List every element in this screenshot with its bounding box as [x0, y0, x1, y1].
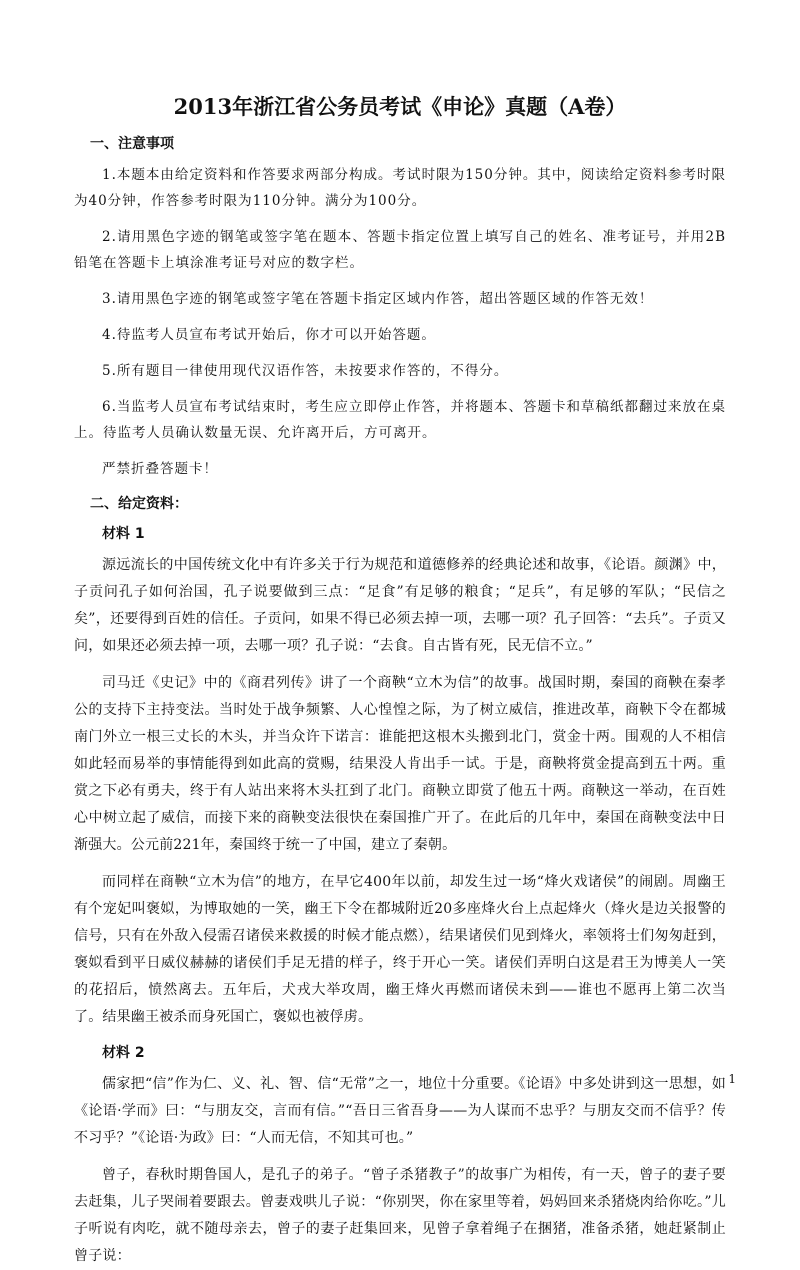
notices-list — [74, 162, 726, 482]
material-1-title: 材料 1 — [102, 526, 145, 542]
notice-item: 3.请用黑色字迹的钢笔或签字笔在答题卡指定区域内作答，超出答题区域的作答无效！ — [102, 291, 654, 307]
material-1-paragraph: 源远流长的中国传统文化中有许多关于行为规范和道德修养的经典论述和故事，《论语。颜渊》中，子贡问孔子如何治国，孔子说要做到三点：“足食”有足够的粮食；“足兵”，有足够的军队；“民信之矣”，还要得到百姓的信任。子贡问，如果不得已必须去掉一项，去哪一项？孔子回答：“去兵”。子贡又问，如果还必须去掉一项，去哪一项？孔子说：“去食。自古皆有死，民无信不立。” — [74, 557, 726, 654]
notice-item: 1.本题本由给定资料和作答要求两部分构成。考试时限为150分钟。其中，阅读给定资料参考时限为40分钟，作答参考时限为110分钟。满分为100分。 — [74, 167, 726, 209]
notice-warning: 严禁折叠答题卡！ — [102, 461, 218, 477]
materials-heading: 二、给定资料： — [90, 496, 188, 512]
material-2-title: 材料 2 — [102, 1045, 145, 1061]
notice-item: 5.所有题目一律使用现代汉语作答，未按要求作答的，不得分。 — [102, 363, 509, 379]
materials-body — [74, 522, 726, 1270]
material-1-paragraph: 司马迁《史记》中的《商君列传》讲了一个商鞅“立木为信”的故事。战国时期，秦国的商鞅在秦孝公的支持下主持变法。当时处于战争频繁、人心惶惶之际，为了树立威信，推进改革，商鞅下令在都城南门外立一根三丈长的木头，并当众许下诺言：谁能把这根木头搬到北门，赏金十两。围观的人不相信如此轻而易举的事情能得到如此高的赏赐，结果没人肯出手一试。于是，商鞅将赏金提高到五十两。重赏之下必有勇夫，终于有人站出来将木头扛到了北门。商鞅立即赏了他五十两。商鞅这一举动，在百姓心中树立起了威信，而接下来的商鞅变法很快在秦国推广开了。在此后的几年中，秦国在商鞅变法中日渐强大。公元前221年，秦国终于统一了中国，建立了秦朝。 — [74, 675, 726, 853]
material-2-paragraph: 儒家把“信”作为仁、义、礼、智、信“无常”之一，地位十分重要。《论语》中多处讲到这一思想，如《论语·学而》曰：“与朋友交，言而有信。”“吾日三省吾身——为人谋而不忠乎？与朋友交而不信乎？传不习乎？”《论语·为政》曰：“人而无信，不知其可也。” — [74, 1076, 726, 1146]
material-2-paragraph: 曾子，春秋时期鲁国人，是孔子的弟子。“曾子杀猪教子”的故事广为相传，有一天，曾子的妻子要去赶集，儿子哭闹着要跟去。曾妻戏哄儿子说：“你别哭，你在家里等着，妈妈回来杀猪烧肉给你吃。”儿子听说有肉吃，就不随母亲去，曾子的妻子赶集回来，见曾子拿着绳子在捆猪，准备杀猪，她赶紧制止曾子说： — [74, 1167, 726, 1264]
page-number: 1 — [728, 1072, 736, 1086]
notice-item: 2.请用黑色字迹的钢笔或签字笔在题本、答题卡指定位置上填写自己的姓名、准考证号，并用2B铅笔在答题卡上填涂准考证号对应的数字栏。 — [74, 229, 726, 271]
notices-heading: 一、注意事项 — [90, 136, 174, 152]
notice-item: 6.当监考人员宣布考试结束时，考生应立即停止作答，并将题本、答题卡和草稿纸都翻过来放在桌上。待监考人员确认数量无误、允许离开后，方可离开。 — [74, 399, 726, 441]
document-title: 2013年浙江省公务员考试《申论》真题（A卷） — [173, 94, 627, 119]
material-1-paragraph: 而同样在商鞅“立木为信”的地方，在早它400年以前，却发生过一场“烽火戏诸侯”的闹剧。周幽王有个宠妃叫褒姒，为博取她的一笑，幽王下令在都城附近20多座烽火台上点起烽火（烽火是边关报警的信号，只有在外敌入侵需召诸侯来救援的时候才能点燃），结果诸侯们见到烽火，率领将士们匆匆赶到，褒姒看到平日威仪赫赫的诸侯们手足无措的样子，终于开心一笑。诸侯们弄明白这是君王为博美人一笑的花招后，愤然离去。五年后，犬戎大举攻周，幽王烽火再燃而诸侯未到——谁也不愿再上第二次当了。结果幽王被杀而身死国亡，褒姒也被俘虏。 — [74, 874, 726, 1025]
notice-item: 4.待监考人员宣布考试开始后，你才可以开始答题。 — [102, 327, 436, 343]
